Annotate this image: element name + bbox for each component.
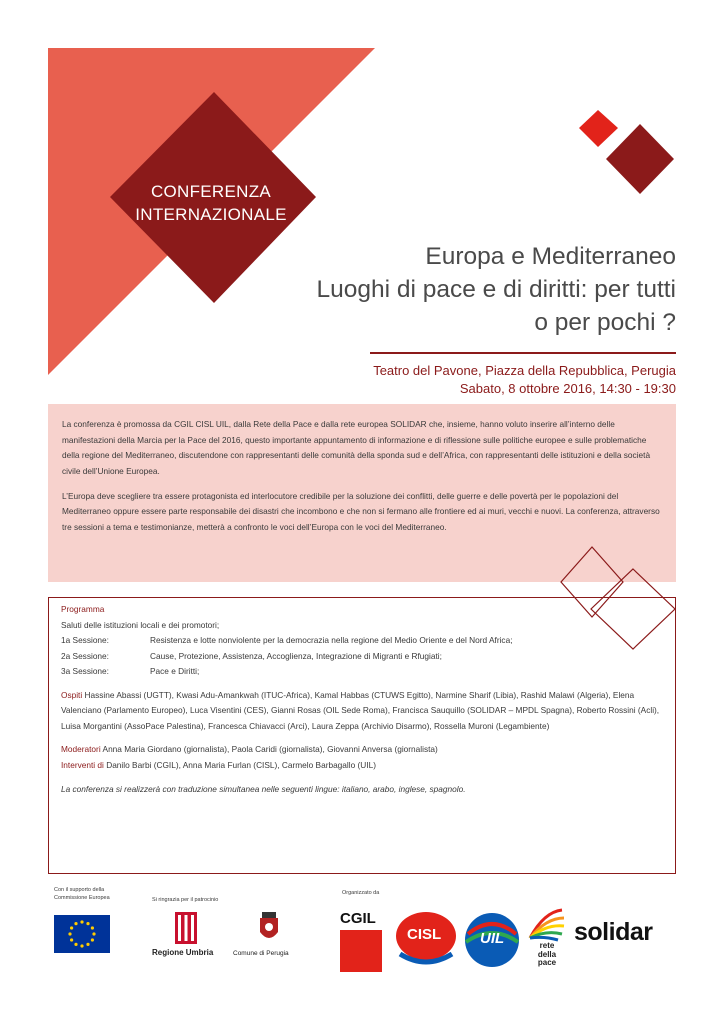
cisl-logo-text: CISL [407,926,442,943]
dark-red-small-diamond [606,124,674,194]
speakers-paragraph [61,758,663,774]
regione-umbria-emblem [175,912,197,944]
session-text: Cause, Protezione, Assistenza, Accoglienza, Integrazione di Migranti e Rfugiati; [150,650,442,661]
guests-list: Hassine Abassi (UGTT), Kwasi Adu-Amankwah (ITUC-Africa), Kamal Habbas (CTUWS Egitto), Narmine Sharif (Libia), Rashid Malawi (Algeria), Elena Valenciano (Parlamento Europeo), Luca Visentini (CES), Gianni Rosas (OIL Sede Roma), Francisca Sauquillo (SOLIDAR – MPDL Spagna), Roberto Rossini (Acli), Luisa Morgantini (AssoPace Palestina), Francesca Chiavacci (Arci), Laura Zeppa (Archivio Disarmo), Rossella Muroni (Legambiente) [61,689,660,731]
session-label: 3a Sessione: [61,666,109,676]
rete-della-pace-label [533,942,561,968]
moderators-paragraph [61,742,663,758]
title-line-2: Luoghi di pace e di diritti: per tutti [316,276,676,303]
outline-diamond-small [561,547,623,617]
guests-label: Ospiti [61,689,83,700]
rete-label-1: rete [539,941,555,950]
speakers-label: Interventi di [61,759,104,770]
intro-paragraph-2: L’Europa deve scegliere tra essere protagonista ed interlocutore credibile per la soluzione dei conflitti, delle guerre e delle povertà per le popolazioni del Mediterraneo oppure essere parte responsabile dei disastri che incombono e che non si fermano alle frontiere ed ai muri, vecchi e nuovi. La conferenza, attraverso tre sessioni a tema e testimonianze, metterà a confronto le voci dell’Europa con le voci del Mediterraneo. [62,490,660,532]
moderators-list: Anna Maria Giordano (giornalista), Paola Caridi (giornalista), Giovanni Anversa (giornalista) [102,744,438,754]
session-text: Pace e Diritti; [150,666,200,676]
conference-banner [111,180,311,226]
outline-diamonds [555,545,685,685]
venue-place: Teatro del Pavone, Piazza della Repubblica, Perugia [373,363,676,378]
venue-info [276,362,676,398]
uil-logo-text: UIL [480,930,505,947]
rete-label-2: della [537,949,557,959]
guests-paragraph [61,688,663,735]
header-graphics [0,0,724,400]
solidar-logo-text: solidar [574,918,653,946]
session-label: 2a Sessione: [61,650,109,661]
cgil-logo-block [340,930,382,972]
venue-date: Sabato, 8 ottobre 2016, 14:30 - 19:30 [459,381,676,396]
page-title [216,240,676,339]
moderators-label: Moderatori [61,744,101,754]
title-divider [370,352,676,354]
banner-line-2: INTERNAZIONALE [135,205,287,224]
title-line-1: Europa e Mediterraneo [425,243,676,270]
session-label: 1a Sessione: [61,635,109,645]
cgil-logo-text: CGIL [340,910,376,927]
eu-flag-logo [54,915,110,953]
comune-perugia-emblem [258,912,280,944]
banner-line-1: CONFERENZA [150,182,272,201]
speakers-list: Danilo Barbi (CGIL), Anna Maria Furlan (CISL), Carmelo Barbagallo (UIL) [106,759,376,770]
title-line-3: o per pochi ? [534,309,676,336]
support-line-1: Con il supporto della [54,887,105,893]
comune-perugia-label: Comune di Perugia [233,950,289,957]
rete-label-3: pace [537,958,557,967]
patronage-text: Si ringrazia per il patrocinio [152,897,219,903]
intro-paragraph-1: La conferenza è promossa da CGIL CISL UIL, dalla Rete della Pace e dalla rete europea SOLIDAR che, insieme, hanno voluto inserire all’interno delle manifestazioni della Marcia per la Pace del 2016, questo importante appuntamento di informazione e di riflessione sulle politiche europee e sulle problematiche della regione del Mediterraneo, discutendone con rappresentanti delle comunità della sponda sud e dell’Africa, con rappresentanti delle istituzioni e della società civile dell’Unione Europea. [62,419,651,476]
regione-umbria-label: Regione Umbria [152,948,214,957]
rete-della-pace-icon [526,908,566,942]
program-heading: Programma [61,604,105,614]
organized-text: Organizzato da [342,890,380,896]
translation-note: La conferenza si realizzerà con traduzione simultanea nelle seguenti lingue: italiano, arabo, inglese, spagnolo. [61,784,466,794]
support-line-2: Commissione Europea [54,895,110,901]
support-text [54,886,110,902]
small-red-diamond [579,110,618,147]
program-greeting: Saluti delle istituzioni locali e dei promotori; [61,619,220,630]
outline-diamond-large [591,569,675,649]
session-text: Resistenza e lotte nonviolente per la democrazia nella regione del Medio Oriente e del Nord Africa; [150,635,513,645]
